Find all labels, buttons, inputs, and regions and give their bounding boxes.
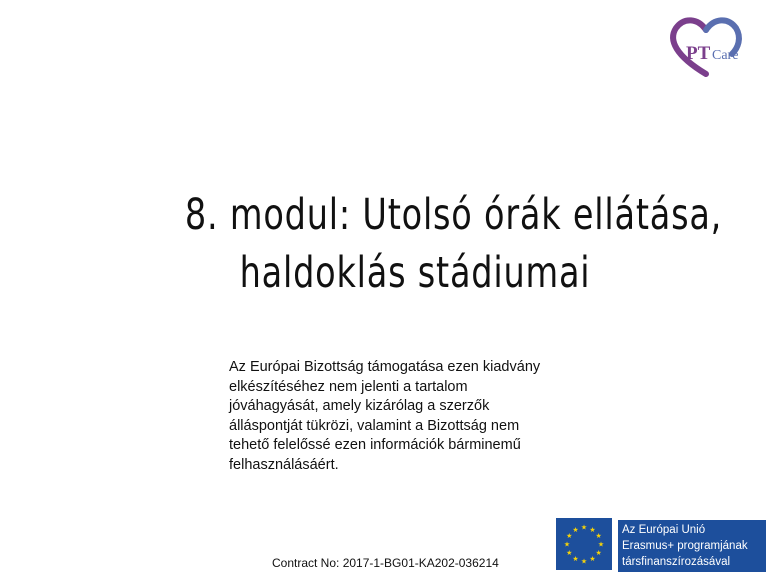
disclaimer-line: Az Európai Bizottság támogatása ezen kiadvány xyxy=(229,359,541,375)
disclaimer-line: álláspontját tükrözi, valamint a Bizottság nem xyxy=(229,417,520,434)
contract-number: Contract No: 2017-1-BG01-KA202-036214 xyxy=(272,556,499,570)
eu-star-icon: ★ xyxy=(572,525,579,534)
disclaimer-line: tehető felelőssé ezen információk bárminemű xyxy=(229,437,521,453)
eu-star-icon: ★ xyxy=(580,523,588,532)
page-title xyxy=(184,186,723,302)
eu-star-icon: ★ xyxy=(595,549,602,557)
logo-care-text: Care xyxy=(712,48,739,63)
eu-star-icon: ★ xyxy=(589,525,596,534)
logo-pt-text: PT xyxy=(686,43,711,64)
eu-text-line: Erasmus+ programjának xyxy=(622,540,748,552)
eu-funding-text xyxy=(618,520,766,572)
title-line-1: 8. modul: Utolsó órák ellátása, xyxy=(184,190,723,240)
disclaimer-line: jóváhagyását, amely kizárólag a szerzők xyxy=(229,398,490,414)
eu-star-icon: ★ xyxy=(572,555,579,564)
title-line-2: haldoklás stádiumai xyxy=(239,248,591,298)
eu-text-line: Az Európai Unió xyxy=(622,524,706,536)
disclaimer-text xyxy=(229,358,609,475)
eu-star-icon: ★ xyxy=(595,532,602,540)
eu-star-icon: ★ xyxy=(589,555,596,564)
eu-star-icon: ★ xyxy=(563,540,571,549)
eu-text-line: társfinanszírozásával xyxy=(622,556,731,568)
eu-star-icon: ★ xyxy=(597,540,605,549)
eu-erasmus-logo xyxy=(556,514,768,576)
heart-logo-icon xyxy=(666,12,746,82)
eu-star-icon: ★ xyxy=(580,557,588,566)
disclaimer-line: elkészítéséhez nem jelenti a tartalom xyxy=(229,378,468,395)
eu-star-icon: ★ xyxy=(566,549,573,557)
disclaimer-line: felhasználásáért. xyxy=(229,456,339,473)
eu-star-icon: ★ xyxy=(566,532,573,540)
ptcare-logo xyxy=(666,12,746,82)
eu-flag-icon xyxy=(556,514,612,574)
